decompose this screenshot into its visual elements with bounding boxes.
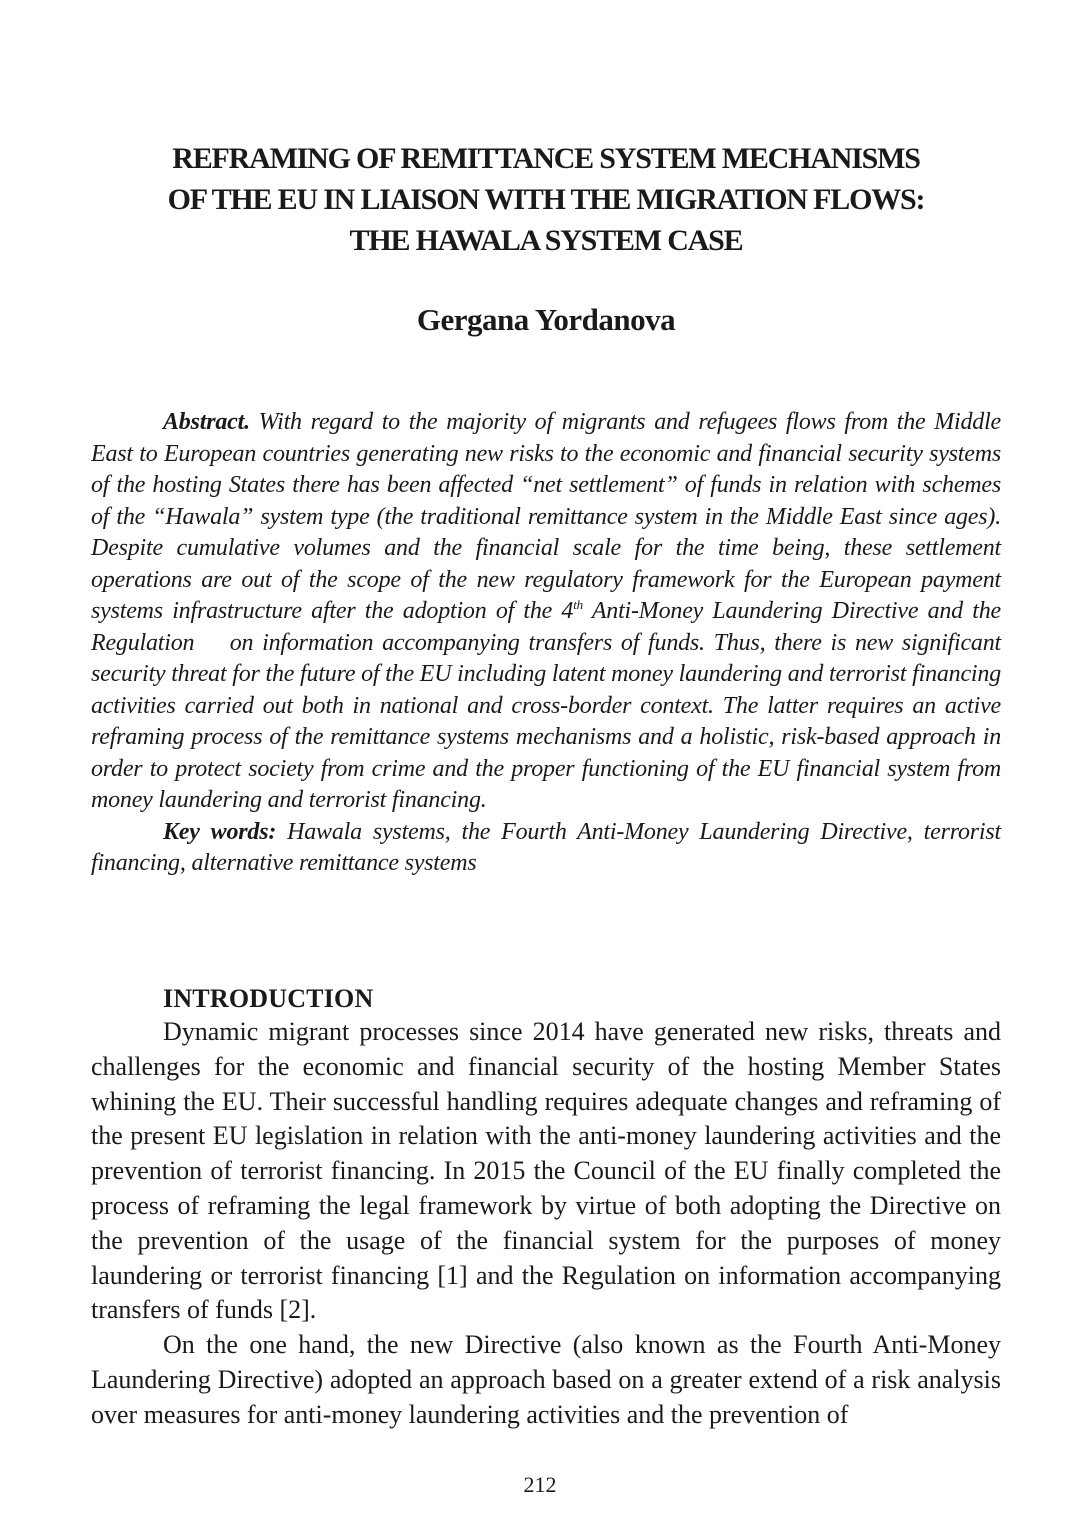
author-name: Gergana Yordanova (416, 302, 676, 337)
abstract-paragraph (91, 407, 1007, 817)
title-line-3: THE HAWALA SYSTEM CASE (349, 224, 743, 257)
paper-title (90, 138, 1002, 261)
keywords-text: Hawala systems, the Fourth Anti-Money Laundering Directive, terrorist financing, alternative remittance systems (91, 818, 1001, 876)
introduction-heading: INTRODUCTION (163, 984, 374, 1013)
intro-paragraph-1: Dynamic migrant processes since 2014 have generated new risks, threats and challenges for the economic and financial security of the hosting Member States whining the EU. Their successful handling requires adequate changes and reframing of the present EU legislation in relation with the anti-money laundering activities and the prevention of terrorist financing. In 2015 the Council of the EU finally completed the process of reframing the legal framework by virtue of both adopting the Directive on the prevention of the usage of the financial system for the purposes of money laundering or terrorist financing [1] and the Regulation on information accompanying transfers of funds [2]. (91, 1017, 1001, 1325)
keywords-paragraph (91, 817, 1001, 880)
title-line-2: OF THE EU IN LIAISON WITH THE MIGRATION FLOWS: (167, 183, 925, 216)
intro-paragraph-2: On the one hand, the new Directive (also known as the Fourth Anti-Money Laundering Directive) adopted an approach based on a greater extend of a risk analysis over measures for anti-money laundering activities and the prevention of (91, 1330, 1001, 1429)
abstract-label: Abstract. (163, 409, 250, 435)
introduction-section (91, 983, 1001, 1433)
abstract-superscript: th (573, 597, 583, 612)
abstract-text-part1: With regard to the majority of migrants and refugees flows from the Middle East to European countries generating new risks to the economic and financial security systems of the hosting States there has been affected “net settlement” of funds in relation with schemes of the “Hawala” system type (the traditional remittance system in the Middle East since ages). Despite cumulative volumes and the financial scale for the time being, these settlement operations are out of the scope of the new regulatory framework for the European payment systems infrastructure after the adoption of the 4 (91, 409, 1001, 624)
page-number: 212 (523, 1472, 557, 1497)
keywords-label: Key words: (163, 818, 277, 845)
abstract-text-part2: Anti-Money Laundering Directive and the Regulation on information accompanying transfers of funds. Thus, there is new significant security threat for the future of the EU including latent money laundering and terrorist financing activities carried out both in national and cross-border context. The latter requires an active reframing process of the remittance systems mechanisms and a holistic, risk-based approach in order to protect society from crime and the proper functioning of the EU financial system from money laundering and terrorist financing. (91, 598, 1007, 813)
abstract-block (91, 407, 1007, 880)
title-line-1: REFRAMING OF REMITTANCE SYSTEM MECHANISMS (172, 142, 920, 175)
